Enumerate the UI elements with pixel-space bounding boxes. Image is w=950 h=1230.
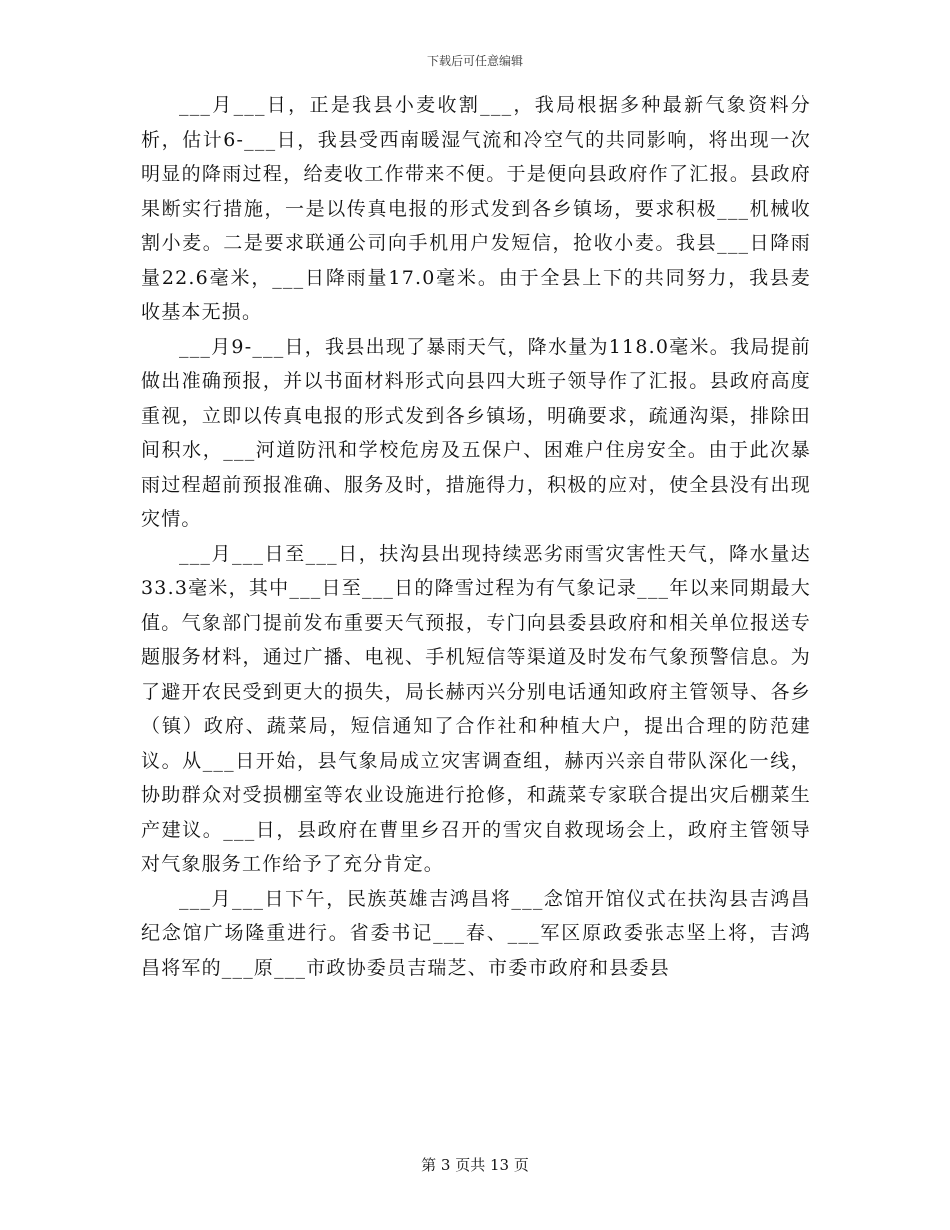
paragraph-4: ___月___日下午，民族英雄吉鸿昌将___念馆开馆仪式在扶沟县吉鸿昌纪念馆广场隆重进行。省委书记___春、___军区原政委张志坚上将，吉鸿昌将军的___原___市政协委员吉瑞芝、市委市政府和县委县 <box>141 887 811 979</box>
paragraph-3: ___月___日至___日，扶沟县出现持续恶劣雨雪灾害性天气，降水量达33.3毫米，其中___日至___日的降雪过程为有气象记录___年以来同期最大值。气象部门提前发布重要天气预报，专门向县委县政府和相关单位报送专题服务材料，通过广播、电视、手机短信等渠道及时发布气象预警信息。为了避开农民受到更大的损失，局长赫丙兴分别电话通知政府主管领导、各乡（镇）政府、蔬菜局，短信通知了合作社和种植大户，提出合理的防范建议。从___日开始，县气象局成立灾害调查组，赫丙兴亲自带队深化一线，协助群众对受损棚室等农业设施进行抢修，和蔬菜专家联合提出灾后棚菜生产建议。___日，县政府在曹里乡召开的雪灾自救现场会上，政府主管领导对气象服务工作给予了充分肯定。 <box>141 542 811 875</box>
page-number-footer: 第 3 页共 13 页 <box>421 1156 529 1174</box>
paragraph-2: ___月9-___日，我县出现了暴雨天气，降水量为118.0毫米。我局提前做出准确预报，并以书面材料形式向县四大班子领导作了汇报。县政府高度重视，立即以传真电报的形式发到各乡镇场，明确要求，疏通沟渠，排除田间积水，___河道防汛和学校危房及五保户、困难户住房安全。由于此次暴雨过程超前预报准确、服务及时，措施得力，积极的应对，使全县没有出现灾情。 <box>141 335 811 530</box>
page-header-note: 下载后可任意编辑 <box>426 54 523 68</box>
paragraph-1: ___月___日，正是我县小麦收割___，我局根据多种最新气象资料分析，估计6-___日，我县受西南暖湿气流和冷空气的共同影响，将出现一次明显的降雨过程，给麦收工作带来不便。于是便向县政府作了汇报。县政府果断实行措施，一是以传真电报的形式发到各乡镇场，要求积极___机械收割小麦。二是要求联通公司向手机用户发短信，抢收小麦。我县___日降雨量22.6毫米，___日降雨量17.0毫米。由于全县上下的共同努力，我县麦收基本无损。 <box>141 94 811 323</box>
document-body <box>141 88 811 985</box>
